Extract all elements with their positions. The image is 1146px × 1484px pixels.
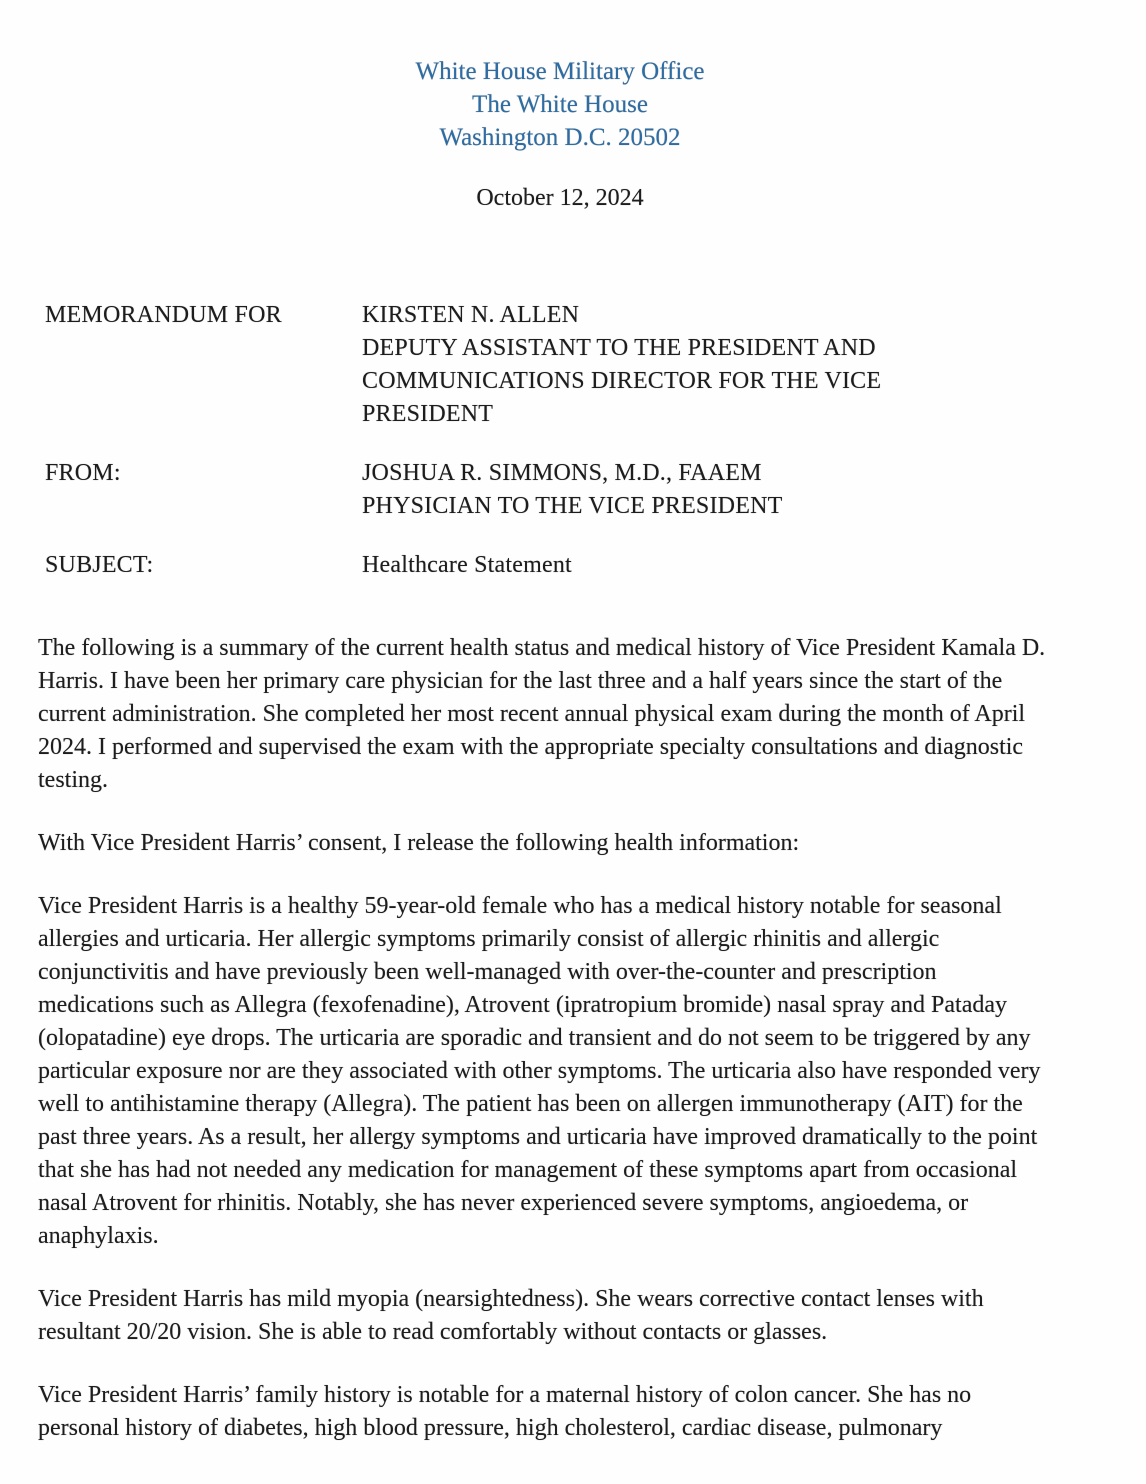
letterhead-office-line: White House Military Office	[415, 58, 705, 85]
subject-text-line: Healthcare Statement	[362, 552, 572, 578]
sender-name-line: JOSHUA R. SIMMONS, M.D., FAAEM	[362, 460, 762, 486]
letterhead-address-line: Washington D.C. 20502	[439, 124, 681, 151]
date-line: October 12, 2024	[476, 185, 644, 211]
memo-value-subject	[362, 549, 1101, 582]
letterhead	[0, 0, 1120, 154]
sender-title-line: PHYSICIAN TO THE VICE PRESIDENT	[362, 493, 783, 519]
memo-body	[38, 632, 1056, 1445]
recipient-title-line: DEPUTY ASSISTANT TO THE PRESIDENT AND	[362, 335, 876, 361]
memo-label-from: FROM:	[45, 460, 121, 486]
memo-label-memorandum-for: MEMORANDUM FOR	[45, 302, 282, 328]
recipient-title-line: COMMUNICATIONS DIRECTOR FOR THE VICE	[362, 368, 882, 394]
recipient-title-line: PRESIDENT	[362, 401, 494, 427]
letterhead-institution-line: The White House	[472, 91, 648, 118]
body-paragraph-summary: The following is a summary of the current health status and medical history of Vice President Kamala D. Harris. I have been her primary care physician for the last three and a half years since the start of the current administration. She completed her most recent annual physical exam during the month of April 2024. I performed and supervised the exam with the appropriate specialty consultations and diagnostic testing.	[38, 635, 1046, 793]
memo-value-sender	[362, 457, 1101, 523]
memo-label-subject: SUBJECT:	[45, 552, 154, 578]
body-paragraph-vision: Vice President Harris has mild myopia (nearsightedness). She wears corrective contact lenses with resultant 20/20 vision. She is able to read comfortably without contacts or glasses.	[38, 1286, 984, 1345]
recipient-name-line: KIRSTEN N. ALLEN	[362, 302, 580, 328]
memo-value-recipient	[362, 299, 1101, 431]
body-paragraph-family-history: Vice President Harris’ family history is notable for a maternal history of colon cancer. She has no personal history of diabetes, high blood pressure, high cholesterol, cardiac disease, pulmonary	[38, 1382, 972, 1441]
body-paragraph-consent: With Vice President Harris’ consent, I release the following health information:	[38, 830, 800, 856]
memo-header-fields	[45, 299, 1101, 582]
body-paragraph-allergies: Vice President Harris is a healthy 59-year-old female who has a medical history notable for seasonal allergies and urticaria. Her allergic symptoms primarily consist of allergic rhinitis and allergic conjunctivitis and have previously been well-managed with over-the-counter and prescription medications such as Allegra (fexofenadine), Atrovent (ipratropium bromide) nasal spray and Pataday (olopatadine) eye drops. The urticaria are sporadic and transient and do not seem to be triggered by any particular exposure nor are they associated with other symptoms. The urticaria also have responded very well to antihistamine therapy (Allegra). The patient has been on allergen immunotherapy (AIT) for the past three years. As a result, her allergy symptoms and urticaria have improved dramatically to the point that she has had not needed any medication for management of these symptoms apart from occasional nasal Atrovent for rhinitis. Notably, she has never experienced severe symptoms, angioedema, or anaphylaxis.	[38, 893, 1041, 1249]
